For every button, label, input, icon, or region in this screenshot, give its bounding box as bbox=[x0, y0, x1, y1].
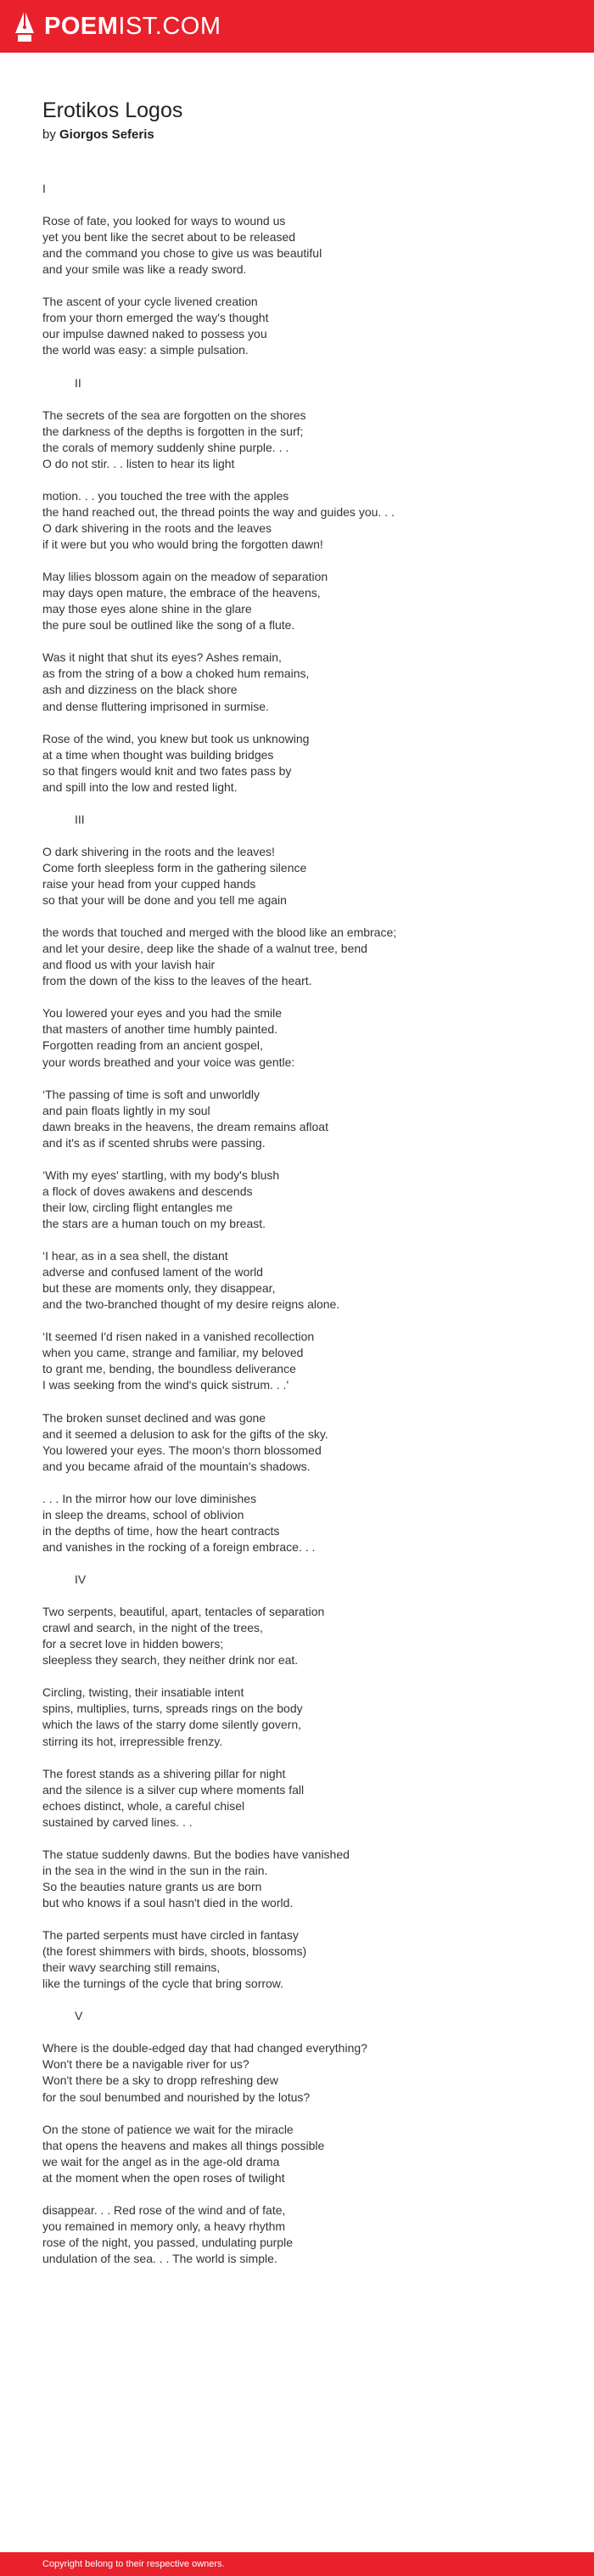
poem-line: adverse and confused lament of the world bbox=[42, 1265, 263, 1280]
poem-line: at the moment when the open roses of twilight bbox=[42, 2170, 285, 2185]
poem-line: and dense fluttering imprisoned in surmise. bbox=[42, 699, 269, 713]
by-label: by bbox=[42, 127, 56, 142]
poem-line: to grant me, bending, the boundless deliverance bbox=[42, 1362, 296, 1376]
stanza-break bbox=[42, 2024, 560, 2040]
stanza-break bbox=[42, 908, 560, 925]
poem-line: Was it night that shut its eyes? Ashes remain, bbox=[42, 650, 282, 665]
stanza-break bbox=[42, 1831, 560, 1847]
poem-line: disappear. . . Red rose of the wind and of fate, bbox=[42, 2202, 286, 2217]
stanza-break bbox=[42, 1992, 560, 2008]
poem-line: the world was easy: a simple pulsation. bbox=[42, 343, 249, 357]
poem-line: Rose of the wind, you knew but took us unknowing bbox=[42, 731, 310, 745]
stanza-break bbox=[42, 2106, 560, 2122]
poem-line: and pain floats lightly in my soul bbox=[42, 1103, 210, 1117]
section-numeral: IV bbox=[75, 1572, 87, 1587]
poem-line: may days open mature, the embrace of the heavens, bbox=[42, 586, 321, 600]
stanza-break bbox=[42, 1394, 560, 1410]
section-numeral: V bbox=[75, 2009, 83, 2023]
poem-line: and it's as if scented shrubs were passing. bbox=[42, 1135, 266, 1150]
poem-line: and spill into the low and rested light. bbox=[42, 779, 238, 794]
poem-line: from your thorn emerged the way's thought bbox=[42, 311, 269, 325]
poem-line: The secrets of the sea are forgotten on the shores bbox=[42, 408, 306, 422]
poem-line: crawl and search, in the night of the trees, bbox=[42, 1621, 263, 1635]
poem-line: Won't there be a navigable river for us? bbox=[42, 2057, 249, 2072]
poem-line: . . . In the mirror how our love diminishes bbox=[42, 1491, 257, 1505]
poem-line: raise your head from your cupped hands bbox=[42, 877, 256, 891]
poem-byline bbox=[42, 127, 560, 143]
stanza-break bbox=[42, 391, 560, 408]
poem-line: O do not stir. . . listen to hear its light bbox=[42, 456, 235, 470]
poem-line: the hand reached out, the thread points the way and guides you. . . bbox=[42, 504, 395, 519]
stanza-break bbox=[42, 1750, 560, 1766]
poem-line: may those eyes alone shine in the glare bbox=[42, 602, 252, 616]
poem-line: their wavy searching still remains, bbox=[42, 1960, 221, 1975]
poem-line: in the depths of time, how the heart contracts bbox=[42, 1523, 280, 1538]
poem-line: and let your desire, deep like the shade of a walnut tree, bend bbox=[42, 942, 367, 956]
section-numeral: III bbox=[75, 812, 85, 826]
poem-line: spins, multiplies, turns, spreads rings on the body bbox=[42, 1701, 303, 1716]
site-footer bbox=[0, 2552, 594, 2576]
poem-article bbox=[42, 97, 560, 2267]
stanza-break bbox=[42, 1668, 560, 1685]
poem-line: and it seemed a delusion to ask for the gifts of the sky. bbox=[42, 1426, 328, 1441]
stanza-break bbox=[42, 828, 560, 844]
poem-line: yet you bent like the secret about to be released bbox=[42, 230, 296, 245]
poem-line: Two serpents, beautiful, apart, tentacles of separation bbox=[42, 1605, 325, 1619]
site-logo-link[interactable] bbox=[44, 11, 221, 42]
poem-line: for the soul benumbed and nourished by the lotus? bbox=[42, 2089, 311, 2104]
poem-line: our impulse dawned naked to possess you bbox=[42, 327, 267, 341]
poem-line: but these are moments only, they disappear, bbox=[42, 1281, 276, 1296]
stanza-break bbox=[42, 989, 560, 1005]
poem-line: Come forth sleepless form in the gathering silence bbox=[42, 860, 307, 875]
poem-line: a flock of doves awakens and descends bbox=[42, 1184, 253, 1198]
poem-line: Where is the double-edged day that had changed everything? bbox=[42, 2041, 367, 2056]
poem-line: sustained by carved lines. . . bbox=[42, 1814, 193, 1829]
poem-line: and vanishes in the rocking of a foreign embrace. . . bbox=[42, 1539, 316, 1554]
poem-line: and flood us with your lavish hair bbox=[42, 958, 216, 972]
poem-line: but who knows if a soul hasn't died in the world. bbox=[42, 1895, 294, 1910]
poem-line: ash and dizziness on the black shore bbox=[42, 683, 238, 697]
stanza-break bbox=[42, 633, 560, 650]
poem-line: Won't there be a sky to dropp refreshing dew bbox=[42, 2073, 278, 2088]
poem-line: and your smile was like a ready sword. bbox=[42, 262, 247, 277]
poem-line: you remained in memory only, a heavy rhythm bbox=[42, 2219, 286, 2233]
poem-line: The ascent of your cycle livened creation bbox=[42, 295, 258, 309]
poem-line: Forgotten reading from an ancient gospel, bbox=[42, 1038, 263, 1053]
poem-line: You lowered your eyes. The moon's thorn blossomed bbox=[42, 1443, 322, 1457]
poem-line: and the command you chose to give us was beautiful bbox=[42, 246, 322, 261]
poem-line: O dark shivering in the roots and the leaves bbox=[42, 520, 272, 535]
poem-line: So the beauties nature grants us are born bbox=[42, 1879, 262, 1893]
section-numeral: I bbox=[42, 182, 46, 195]
stanza-break bbox=[42, 1313, 560, 1329]
stanza-break bbox=[42, 197, 560, 213]
stanza-break bbox=[42, 1911, 560, 1927]
poem-line: their low, circling flight entangles me bbox=[42, 1200, 233, 1214]
poem-line: as from the string of a bow a choked hum remains, bbox=[42, 666, 310, 681]
poem-line: the darkness of the depths is forgotten in the surf; bbox=[42, 424, 304, 438]
poem-line: (the forest shimmers with birds, shoots, blossoms) bbox=[42, 1944, 307, 1959]
poem-line: motion. . . you touched the tree with the apples bbox=[42, 488, 289, 503]
poem-line: your words breathed and your voice was gentle: bbox=[42, 1055, 295, 1069]
poem-line: in sleep the dreams, school of oblivion bbox=[42, 1507, 244, 1521]
poem-line: when you came, strange and familiar, my beloved bbox=[42, 1346, 304, 1360]
poem-line: that masters of another time humbly painted. bbox=[42, 1022, 278, 1037]
poem-line: that opens the heavens and makes all things possible bbox=[42, 2138, 325, 2152]
stanza-break bbox=[42, 796, 560, 812]
site-header bbox=[0, 0, 594, 53]
poem-line: dawn breaks in the heavens, the dream remains afloat bbox=[42, 1119, 328, 1133]
poem-line: ‘I hear, as in a sea shell, the distant bbox=[42, 1249, 228, 1263]
stanza-break bbox=[42, 1232, 560, 1248]
poem-line: the corals of memory suddenly shine purple. . . bbox=[42, 440, 289, 454]
poem-line: undulation of the sea. . . The world is simple. bbox=[42, 2252, 277, 2265]
poem-line: the words that touched and merged with the blood like an embrace; bbox=[42, 925, 397, 940]
poem-line: we wait for the angel as in the age-old drama bbox=[42, 2154, 280, 2168]
poem-line: and you became afraid of the mountain's shadows. bbox=[42, 1459, 311, 1473]
stanza-break bbox=[42, 1475, 560, 1491]
poem-line: and the two-branched thought of my desire reigns alone. bbox=[42, 1297, 340, 1312]
stanza-break bbox=[42, 553, 560, 569]
stanza-break bbox=[42, 472, 560, 488]
poem-line: On the stone of patience we wait for the miracle bbox=[42, 2122, 294, 2136]
logo-light-text: IST.COM bbox=[118, 13, 221, 40]
poem-line: I was seeking from the wind's quick sistrum. . .' bbox=[42, 1378, 289, 1392]
stanza-break bbox=[42, 2186, 560, 2202]
poem-line: which the laws of the starry dome silently govern, bbox=[42, 1718, 302, 1732]
poem-line: for a secret love in hidden bowers; bbox=[42, 1637, 224, 1651]
poem-line: like the turnings of the cycle that bring sorrow. bbox=[42, 1977, 284, 1991]
poem-line: O dark shivering in the roots and the leaves! bbox=[42, 844, 275, 858]
poem-line: so that fingers would knit and two fates pass by bbox=[42, 763, 292, 778]
poem-author-link[interactable]: Giorgos Seferis bbox=[59, 127, 154, 142]
stanza-break bbox=[42, 1555, 560, 1572]
poem-line: in the sea in the wind in the sun in the rain. bbox=[42, 1863, 268, 1877]
poem-line: The statue suddenly dawns. But the bodies have vanished bbox=[42, 1847, 350, 1861]
stanza-break bbox=[42, 1071, 560, 1087]
poem-line: ‘It seemed I'd risen naked in a vanished recollection bbox=[42, 1330, 315, 1344]
poem-line: stirring its hot, irrepressible frenzy. bbox=[42, 1734, 223, 1748]
poem-line: The broken sunset declined and was gone bbox=[42, 1410, 266, 1425]
poem-line: the pure soul be outlined like the song of a flute. bbox=[42, 618, 295, 633]
poem-line: The parted serpents must have circled in fantasy bbox=[42, 1928, 299, 1943]
poem-line: You lowered your eyes and you had the smile bbox=[42, 1006, 282, 1021]
poem-line: Circling, twisting, their insatiable intent bbox=[42, 1685, 244, 1700]
poem-line: and the silence is a silver cup where moments fall bbox=[42, 1782, 305, 1797]
stanza-break bbox=[42, 1151, 560, 1167]
poem-line: if it were but you who would bring the forgotten dawn! bbox=[42, 537, 323, 552]
stanza-break bbox=[42, 1588, 560, 1604]
poem-line: rose of the night, you passed, undulating purple bbox=[42, 2235, 293, 2249]
poem-line: at a time when thought was building bridges bbox=[42, 747, 274, 762]
poem-line: echoes distinct, whole, a careful chisel bbox=[42, 1798, 245, 1813]
section-numeral: II bbox=[75, 375, 81, 390]
stanza-break bbox=[42, 715, 560, 731]
poem-line: the stars are a human touch on my breast. bbox=[42, 1217, 266, 1230]
logo-bold-text: POEM bbox=[44, 13, 119, 40]
poem-title: Erotikos Logos bbox=[42, 98, 183, 122]
copyright-text: Copyright belong to their respective owners. bbox=[42, 2559, 225, 2569]
poem-line: sleepless they search, they neither drink nor eat. bbox=[42, 1653, 299, 1668]
stanza-break bbox=[42, 278, 560, 294]
poem-line: The forest stands as a shivering pillar for night bbox=[42, 1766, 286, 1780]
poem-body bbox=[42, 181, 560, 2267]
quill-pen-icon[interactable] bbox=[14, 9, 36, 43]
poem-line: so that your will be done and you tell me again bbox=[42, 893, 287, 908]
poem-line: ‘With my eyes' startling, with my body's blush bbox=[42, 1167, 280, 1182]
poem-line: May lilies blossom again on the meadow of separation bbox=[42, 570, 328, 584]
stanza-break bbox=[42, 359, 560, 375]
poem-line: ‘The passing of time is soft and unworldly bbox=[42, 1087, 261, 1101]
poem-line: Rose of fate, you looked for ways to wound us bbox=[42, 214, 286, 228]
poem-line: from the down of the kiss to the leaves of the heart. bbox=[42, 974, 312, 988]
